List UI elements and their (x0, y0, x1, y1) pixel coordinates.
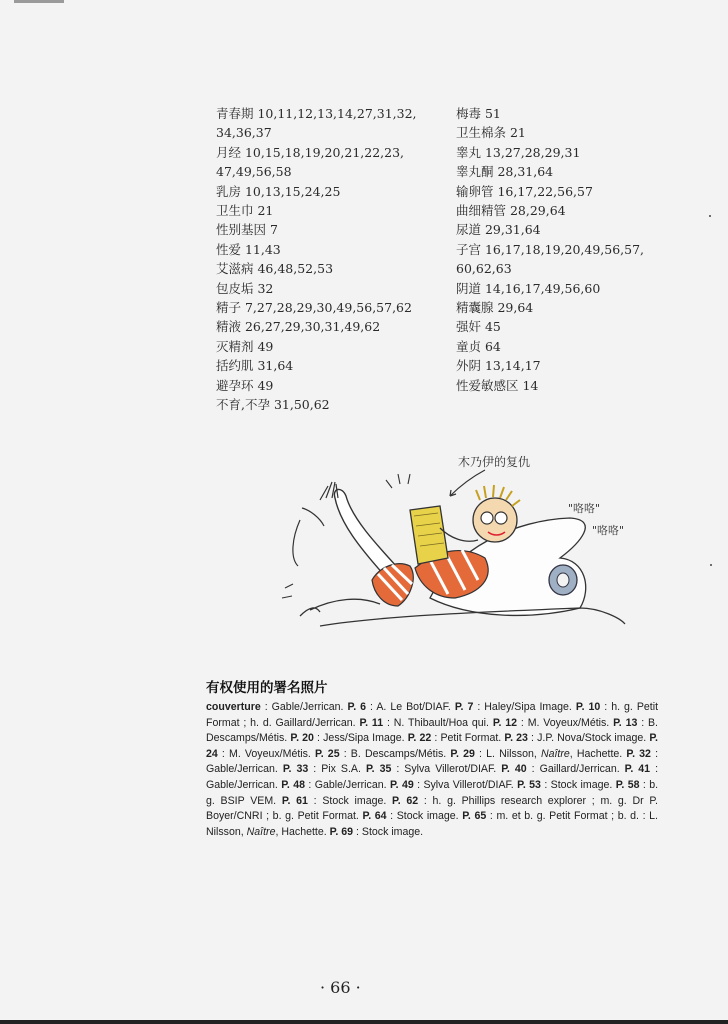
glasses-right (495, 512, 507, 524)
credit-page-ref: P. 41 (624, 763, 651, 776)
credit-page-ref: P. 6 (347, 701, 367, 713)
credit-page-ref: P. 61 (281, 794, 308, 807)
credit-text: : b. g. BSIP VEM. (206, 778, 659, 807)
credit-page-ref: P. 11 (359, 716, 384, 729)
credit-page-ref: P. 69 (329, 825, 354, 838)
index-entry: 精囊腺 29,64 (456, 300, 534, 316)
credit-text: : Haley/Sipa Image. (473, 701, 576, 713)
credit-text: , Hachette. (569, 747, 627, 760)
index-entry: 输卵管 16,17,22,56,57 (456, 183, 593, 199)
glasses-left (481, 512, 493, 524)
credit-text: : h. g. Phillips research explorer ; m. g. Dr P. Boyer/CNRI ; b. g. Petit Format. (206, 794, 658, 823)
giggle-sound-1: "咯咯" (568, 502, 601, 515)
credit-page-ref: P. 24 (206, 732, 658, 760)
striped-shorts (372, 564, 413, 606)
top-edge-mark (14, 0, 64, 3)
index-entry: 乳房 10,13,15,24,25 (216, 183, 341, 199)
index-entry: 强奸 45 (456, 319, 501, 335)
cartoon-caption: 木乃伊的复仇 (458, 455, 531, 469)
credit-page-ref: couverture (206, 701, 261, 713)
motion-lines-left (282, 584, 293, 598)
credit-text: : Gable/Jerrican. (305, 778, 390, 791)
credit-text: : Jess/Sipa Image. (313, 732, 408, 745)
credit-text: : Sylva Villerot/DIAF. (413, 778, 518, 791)
index-entry: 青春期 10,11,12,13,14,27,31,32, (216, 106, 417, 121)
index-entry: 不育,不孕 31,50,62 (216, 397, 330, 413)
lower-leg (300, 599, 380, 616)
tape-roll-hole (557, 573, 569, 587)
credit-page-ref: P. 58 (615, 778, 640, 791)
index-entry: 童贞 64 (456, 338, 501, 354)
index-entry: 梅毒 51 (456, 106, 501, 121)
credit-text: : Petit Format. (431, 732, 505, 745)
cartoon-illustration (280, 448, 655, 638)
index-entry: 避孕环 49 (216, 377, 274, 393)
credit-text: : h. g. Petit Format ; h. d. Gaillard/Jerrican. (206, 701, 659, 729)
credit-text: : M. Voyeux/Métis. (217, 747, 316, 760)
credit-text: : Gable/Jerrican. (206, 763, 659, 791)
index-entry: 灭精剂 49 (216, 338, 274, 354)
credit-page-ref: P. 62 (392, 794, 419, 807)
credit-text: : Gable/Jerrican. (206, 747, 659, 776)
credit-page-ref: P. 64 (362, 810, 387, 823)
credit-text: : B. Descamps/Métis. (339, 747, 451, 760)
credit-page-ref: P. 10 (575, 701, 601, 713)
index-entry: 括约肌 31,64 (216, 358, 294, 374)
index-entry: 子宫 16,17,18,19,20,49,56,57, (456, 241, 645, 257)
credit-page-ref: P. 33 (282, 763, 309, 776)
motion-lines (386, 474, 410, 488)
credit-text: : B. Descamps/Métis. (206, 716, 658, 745)
credit-page-ref: P. 65 (462, 810, 487, 823)
index-entry: 曲细精管 28,29,64 (456, 203, 566, 219)
index-entry: 34,36,37 (216, 125, 272, 141)
credit-title: Naître (246, 825, 276, 838)
giggle-sound-2: "咯咯" (592, 524, 625, 537)
scan-speck (710, 564, 712, 566)
credits-heading: 有权使用的署名照片 (206, 680, 328, 696)
credit-text: : N. Thibault/Hoa qui. (383, 716, 493, 729)
index-entry: 性别基因 7 (216, 222, 278, 238)
index-entry: 月经 10,15,18,19,20,21,22,23, (216, 144, 405, 160)
index-column-left (216, 104, 446, 415)
credit-page-ref: P. 29 (450, 747, 475, 760)
bottom-edge-bar (0, 1020, 728, 1024)
index-entry: 阴道 14,16,17,49,56,60 (456, 280, 601, 296)
credit-page-ref: P. 49 (389, 778, 414, 791)
index-column-right (456, 104, 681, 395)
index-entry: 性爱 11,43 (216, 241, 281, 257)
caption-arrow (450, 470, 485, 496)
credit-page-ref: P. 20 (290, 732, 314, 745)
credit-text: : M. Voyeux/Métis. (517, 716, 614, 729)
credit-text: : Stock image. (353, 825, 424, 838)
credit-page-ref: P. 40 (501, 763, 527, 776)
credit-text: : Gaillard/Jerrican. (526, 763, 625, 776)
credit-page-ref: P. 25 (315, 747, 340, 760)
index-entry: 睾丸 13,27,28,29,31 (456, 144, 581, 160)
index-entry: 包皮垢 32 (216, 280, 274, 296)
index-entry: 60,62,63 (456, 261, 512, 277)
credit-text: : Sylva Villerot/DIAF. (391, 763, 502, 776)
index-entry: 艾滋病 46,48,52,53 (216, 261, 334, 277)
index-entry: 性爱敏感区 14 (456, 377, 539, 393)
credit-text: : J.P. Nova/Stock image. (527, 732, 650, 745)
index-entry: 卫生巾 21 (216, 203, 274, 219)
index-entry: 精液 26,27,29,30,31,49,62 (216, 319, 381, 335)
foot (293, 508, 324, 566)
index-entry: 精子 7,27,28,29,30,49,56,57,62 (216, 300, 412, 316)
credit-text: : Pix S.A. (308, 763, 366, 776)
credit-text: : Stock image. (386, 810, 463, 823)
credit-text: : Stock image. (307, 794, 393, 807)
credit-text: : Stock image. (540, 778, 616, 791)
photo-credits (206, 700, 658, 840)
credit-text: : L. Nilsson, (474, 747, 541, 760)
credit-page-ref: P. 32 (626, 747, 651, 760)
credit-text: : m. et b. g. Petit Format ; b. d. : L. Nilsson, (206, 810, 658, 838)
index-entry: 外阴 13,14,17 (456, 358, 541, 374)
credit-page-ref: P. 48 (281, 778, 306, 791)
credit-page-ref: P. 53 (517, 778, 541, 791)
credit-page-ref: P. 7 (454, 701, 474, 713)
raised-leg (334, 489, 398, 576)
credit-page-ref: P. 22 (407, 732, 432, 745)
credit-page-ref: P. 23 (504, 732, 528, 745)
credit-page-ref: P. 35 (365, 763, 392, 776)
credit-text: : Gable/Jerrican. (260, 701, 348, 713)
index-entry: 47,49,56,58 (216, 164, 292, 180)
index-entry: 睾丸酮 28,31,64 (456, 164, 554, 180)
credit-page-ref: P. 13 (613, 716, 638, 729)
credit-page-ref: P. 12 (492, 716, 518, 729)
index-entry: 尿道 29,31,64 (456, 222, 541, 238)
index-entry: 卫生棉条 21 (456, 125, 526, 141)
credit-text: : A. Le Bot/DIAF. (366, 701, 455, 713)
page-number: · 66 · (320, 978, 361, 997)
scan-speck (709, 215, 711, 217)
credit-title: Naître (540, 747, 570, 760)
credit-text: , Hachette. (275, 825, 330, 838)
